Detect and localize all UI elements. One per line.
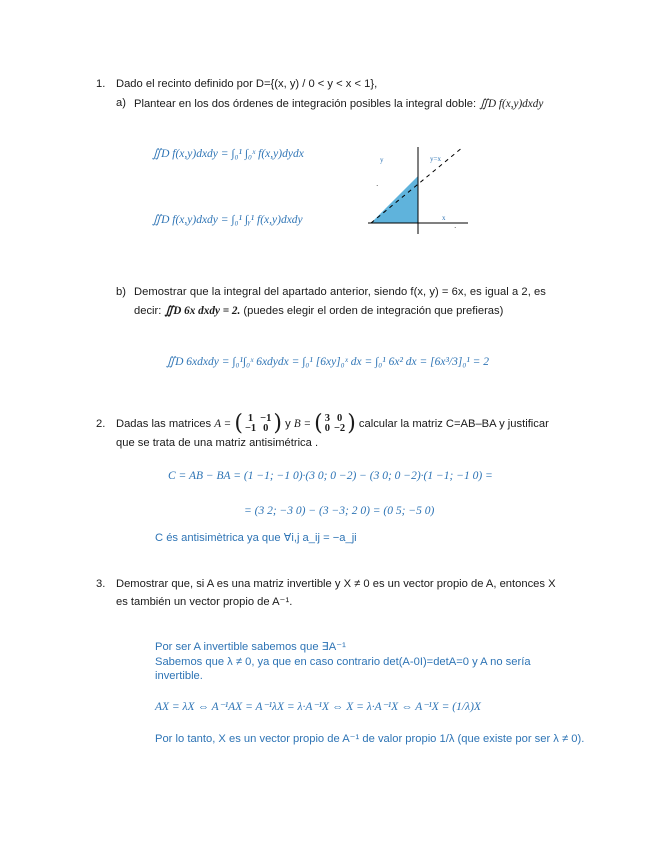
- q2-text-1c: calcular la matriz C=AB–BA y justificar: [358, 418, 549, 430]
- region-graph: [368, 142, 472, 238]
- matrix-b-cell: −2: [333, 423, 346, 435]
- q2-eq2: = (3 2; −3 0) − (3 −3; 2 0) = (0 5; −5 0): [244, 505, 435, 517]
- q1b-decir: decir:: [134, 305, 162, 317]
- q1b-text-1: Demostrar que la integral del apartado anterior, siendo f(x, y) = 6x, es igual a 2, es: [134, 286, 546, 298]
- q1-number: 1.: [96, 78, 106, 90]
- matrix-a-cell: −1: [244, 423, 257, 435]
- q1a-integral: ∬D f(x,y)dxdy: [479, 98, 544, 110]
- q1-statement: Dado el recinto definido por D={(x, y) / 0 < y < x < 1},: [116, 78, 378, 90]
- q3-ans-2: Sabemos que λ ≠ 0, ya que en caso contrario det(A-0I)=detA=0 y A no sería: [155, 656, 531, 668]
- q1b-text-2: [134, 304, 503, 317]
- matrix-a-label: A =: [214, 418, 232, 430]
- label-y: y: [380, 156, 384, 164]
- q3-ans-eq: AX = λX ⇔ A⁻¹AX = A⁻¹λX = λ·A⁻¹X ⇔ X = λ·A⁻¹X ⇔ A⁻¹X = (1/λ)X: [155, 701, 481, 713]
- q1b-integral: ∬D 6x dxdy = 2.: [164, 305, 241, 317]
- matrix-a: ( 1 −1 −1 0 ): [234, 411, 282, 437]
- q3-text-2: es también un vector propio de A⁻¹.: [116, 596, 293, 608]
- q1a-eq2: ∬D f(x,y)dxdy = ∫₀¹ ∫ᵧ¹ f(x,y)dxdy: [152, 214, 303, 226]
- q1b-label: b): [116, 286, 126, 298]
- q2-text-2: que se trata de una matriz antisimétrica .: [116, 437, 319, 449]
- q1b-eq: ∬D 6xdxdy = ∫₀¹∫₀ˣ 6xdydx = ∫₀¹ [6xy]₀ˣ dx = ∫₀¹ 6x² dx = [6x³/3]₀¹ = 2: [166, 356, 490, 368]
- matrix-b-cell: 0: [324, 423, 330, 435]
- matrix-a-cell: 0: [263, 423, 269, 435]
- matrix-b: ( 3 0 0 −2 ): [314, 411, 356, 437]
- matrix-b-cell: 0: [336, 413, 343, 425]
- matrix-b-label: B =: [293, 418, 311, 430]
- q3-ans-4: Por lo tanto, X es un vector propio de A⁻¹ de valor propio 1/λ (que existe por ser λ ≠ 0).: [155, 733, 585, 745]
- matrix-a-cell: 1: [247, 413, 254, 425]
- q1a-label: a): [116, 97, 126, 109]
- matrix-a-cell: −1: [260, 413, 272, 425]
- q2-text-1: [116, 411, 549, 437]
- q3-text-1: Demostrar que, si A es una matriz invertible y X ≠ 0 es un vector propio de A, entonces X: [116, 578, 556, 590]
- q3-ans-3: invertible.: [155, 670, 203, 682]
- tick-mark-right: ·: [454, 224, 457, 232]
- q1a-eq1: ∬D f(x,y)dxdy = ∫₀¹ ∫₀ˣ f(x,y)dydx: [152, 148, 304, 160]
- q2-conclusion: C és antisimètrica ya que ∀i,j a_ij = −a_ji: [155, 532, 357, 544]
- label-x: x: [442, 214, 446, 222]
- q1a-text: [134, 97, 543, 110]
- q1a-text-body: Plantear en los dos órdenes de integración posibles la integral doble:: [134, 98, 477, 110]
- q2-number: 2.: [96, 418, 106, 430]
- matrix-b-cell: 3: [324, 413, 330, 425]
- q2-text-1a: Dadas las matrices: [116, 418, 212, 430]
- q3-ans-1: Por ser A invertible sabemos que ∃A⁻¹: [155, 641, 346, 653]
- tick-mark-left: ·: [376, 182, 379, 190]
- q3-number: 3.: [96, 578, 106, 590]
- q2-eq1: C = AB − BA = (1 −1; −1 0)·(3 0; 0 −2) − (3 0; 0 −2)·(1 −1; −1 0) =: [168, 470, 493, 482]
- q1b-note: (puedes elegir el orden de integración que prefieras): [243, 305, 504, 317]
- label-line: y=x: [430, 155, 441, 163]
- q2-text-1b: y: [285, 418, 291, 430]
